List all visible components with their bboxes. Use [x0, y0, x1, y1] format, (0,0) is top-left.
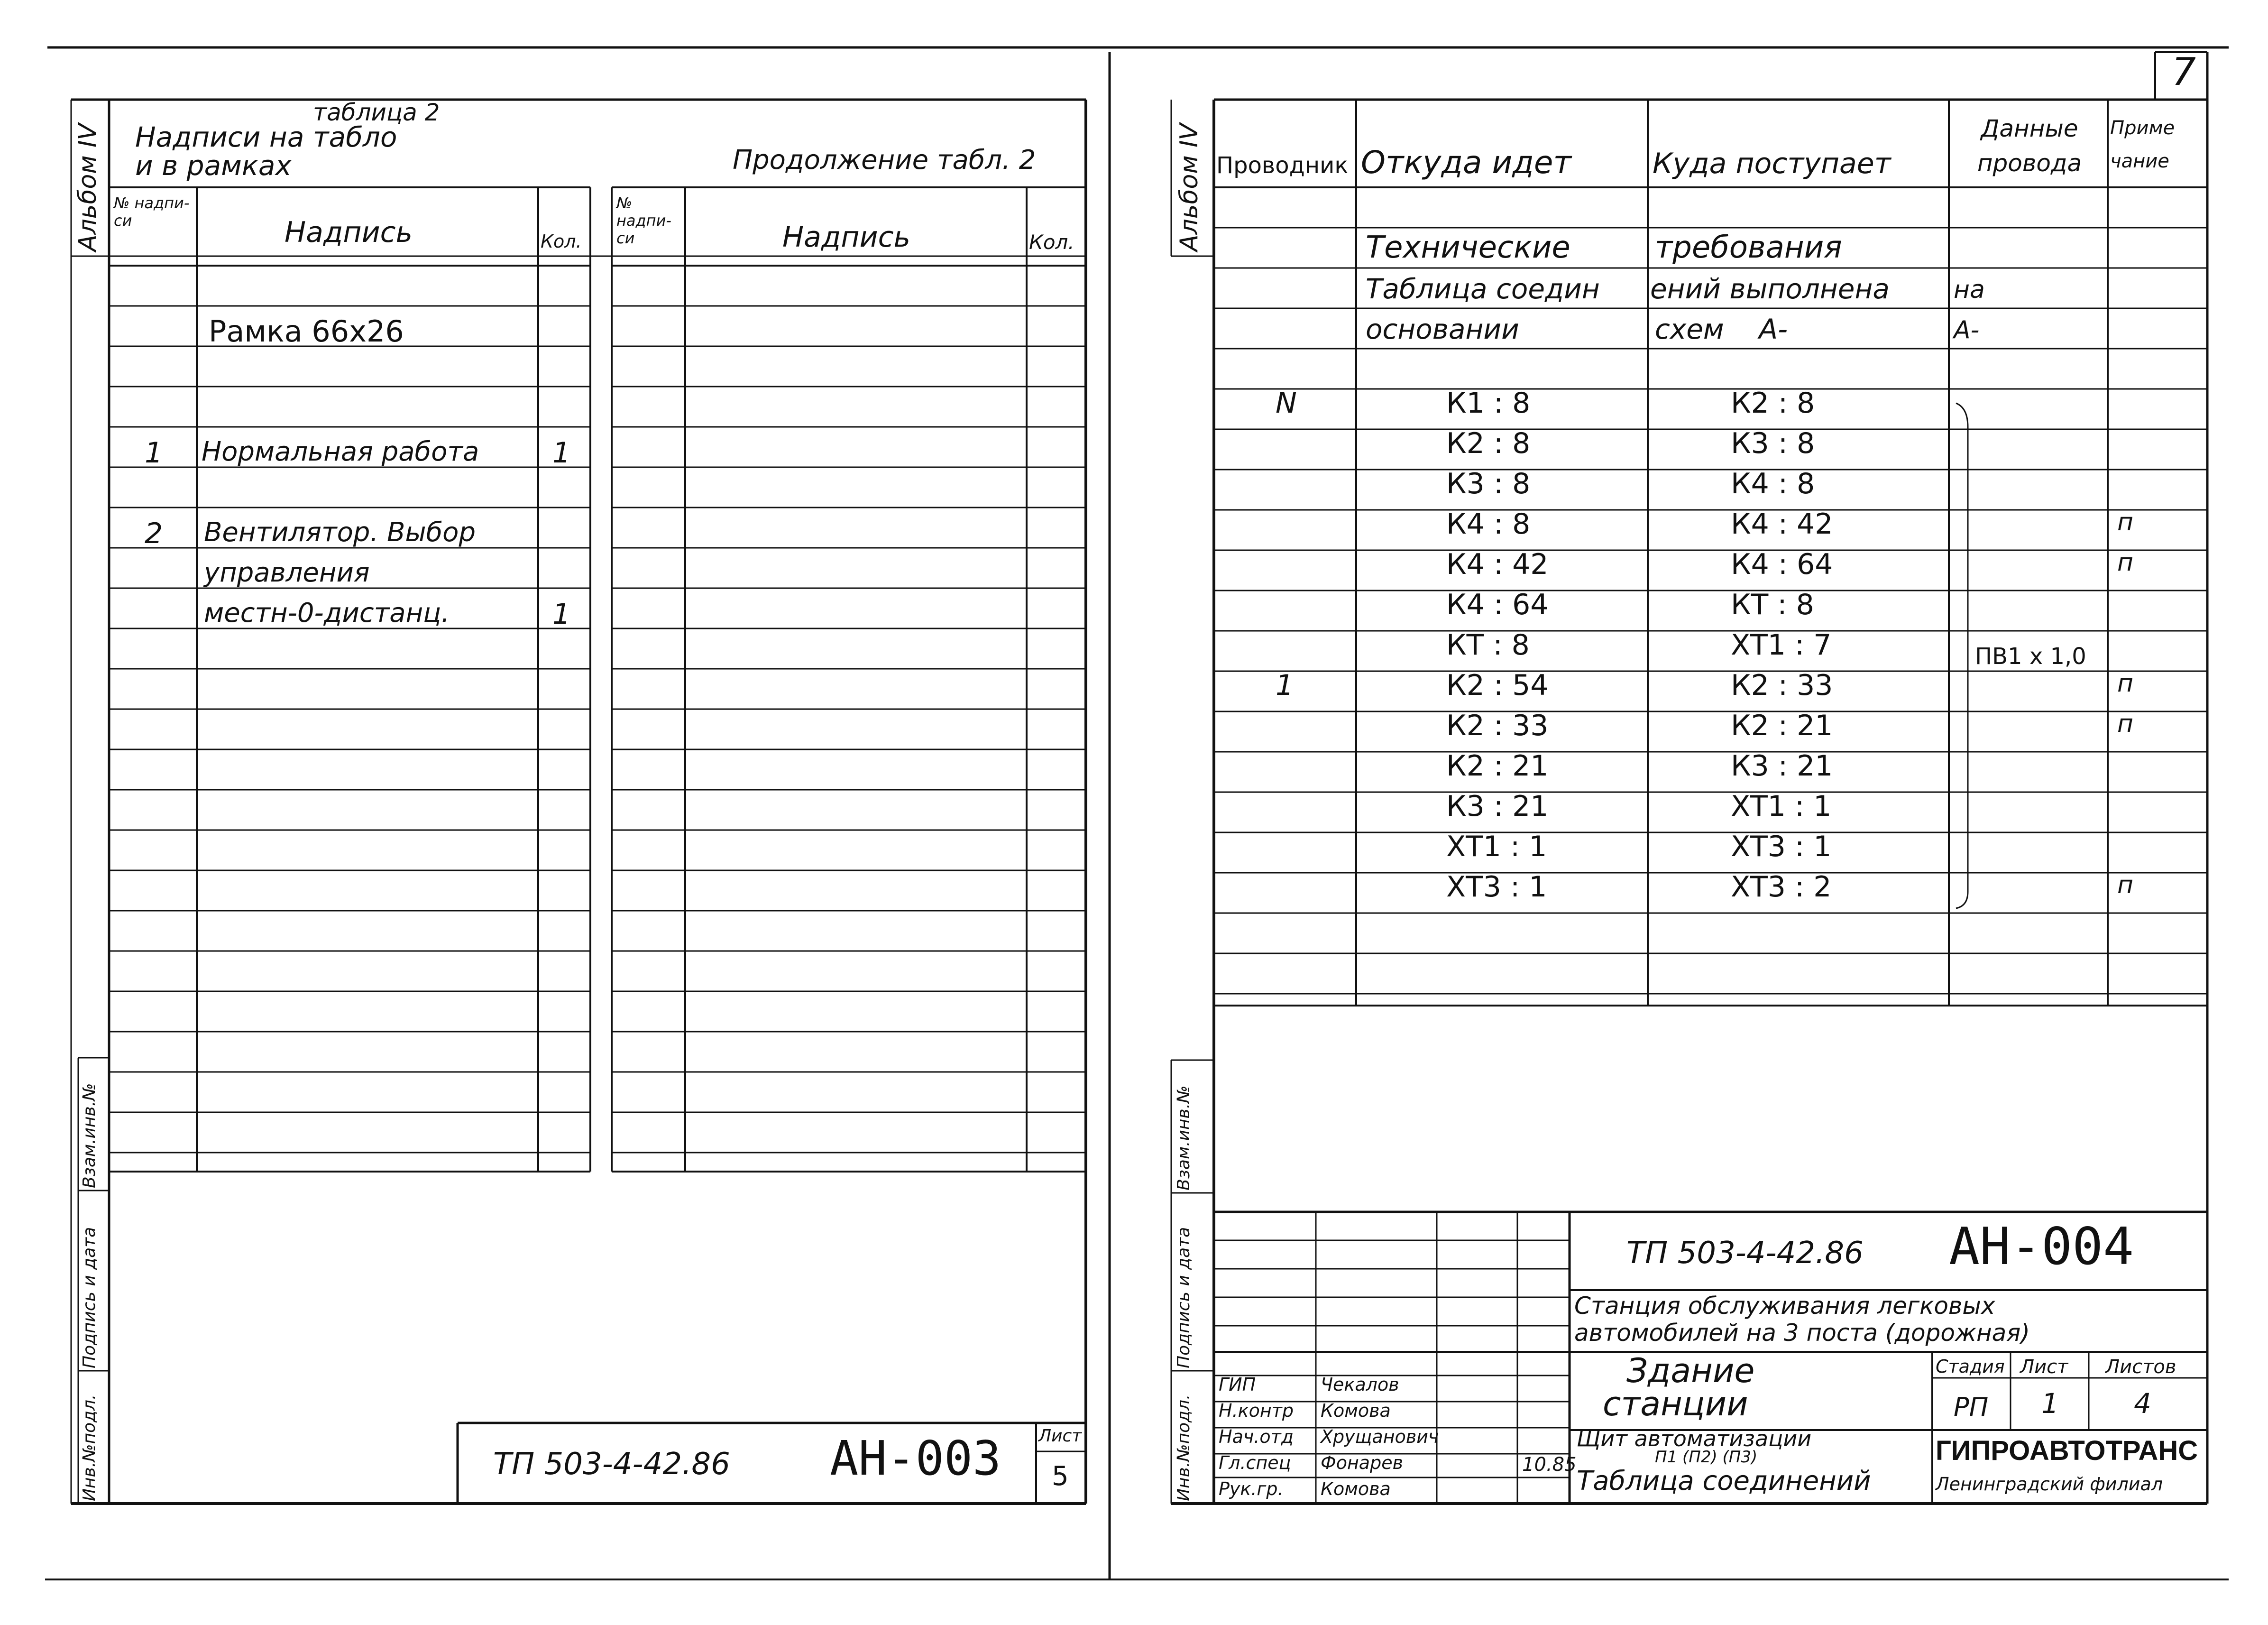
connection-12-to: ХТ3 : 2: [1731, 870, 1832, 904]
connection-1-from: К2 : 8: [1446, 427, 1531, 460]
connection-2-to: К4 : 8: [1731, 467, 1815, 500]
signatory-3-role: Гл.спец: [1219, 1452, 1291, 1473]
connection-1-to: К3 : 8: [1731, 427, 1815, 460]
header-note: Приме чание: [2110, 117, 2175, 172]
left-row-2-label: Вентилятор. Выбор: [204, 517, 476, 548]
header-from: Откуда идет: [1361, 144, 1571, 181]
connection-4-to: К4 : 64: [1731, 548, 1833, 581]
stage-label: Стадия: [1936, 1356, 2005, 1377]
connection-9-to: К3 : 21: [1731, 749, 1833, 783]
stage-value: РП: [1954, 1392, 1989, 1422]
connection-11-to: ХТ3 : 1: [1731, 830, 1832, 863]
continuation-label: Продолжение табл. 2: [733, 145, 1036, 175]
connection-7-from: К2 : 54: [1446, 669, 1549, 702]
left-stamp-doc: АН-003: [830, 1431, 1001, 1486]
right-stamp-code: ТП 503-4-42.86: [1626, 1236, 1864, 1271]
org-line-2: Ленинградский филиал: [1936, 1474, 2163, 1495]
left-row-3-label: управления: [204, 557, 370, 588]
connection-8-note: п: [2117, 710, 2133, 738]
project-line-2: автомобилей на 3 поста (дорожная): [1574, 1319, 2030, 1347]
connection-7-note: п: [2117, 669, 2133, 698]
project-line-1: Станция обслуживания легковых: [1574, 1292, 1995, 1320]
connection-12-note: п: [2117, 871, 2133, 899]
connection-3-from: К4 : 8: [1446, 508, 1531, 541]
req-2c: на: [1954, 276, 1985, 304]
connection-0-to: К2 : 8: [1731, 387, 1815, 420]
left-stamp-code: ТП 503-4-42.86: [493, 1447, 730, 1482]
album-label-right: Альбом IV: [1175, 123, 1203, 251]
header-label-1: Надпись: [285, 216, 413, 249]
connection-3-note: п: [2117, 508, 2133, 536]
connection-2-from: К3 : 8: [1446, 467, 1531, 500]
header-num-2: № надпи- си: [616, 194, 671, 247]
connection-5-from: К4 : 64: [1446, 588, 1549, 621]
connection-5-to: КТ : 8: [1731, 588, 1814, 621]
signatory-3-name: Фонарев: [1321, 1452, 1403, 1473]
side-label-sign-right: Подпись и дата: [1174, 1227, 1194, 1368]
header-label-2: Надпись: [782, 221, 910, 254]
left-row-2-num: 2: [145, 517, 163, 550]
header-qty-2: Кол.: [1029, 231, 1074, 254]
header-conductor: Проводник: [1216, 152, 1349, 179]
header-qty-1: Кол.: [541, 231, 582, 252]
signatory-0-role: ГИП: [1219, 1374, 1256, 1395]
connection-4-note: п: [2117, 548, 2133, 577]
connection-11-from: ХТ1 : 1: [1446, 830, 1547, 863]
connection-3-to: К4 : 42: [1731, 508, 1833, 541]
left-sheet-number: 5: [1052, 1461, 1069, 1492]
connection-0-from: К1 : 8: [1446, 387, 1531, 420]
connection-8-to: К2 : 21: [1731, 709, 1833, 742]
sheets-value: 4: [2134, 1387, 2151, 1420]
side-label-inv-left: Инв.№подл.: [80, 1394, 99, 1501]
title-line-3: Таблица соединений: [1577, 1466, 1871, 1496]
title-line-1: Щит автоматизации: [1577, 1426, 1812, 1451]
connection-6-from: КТ : 8: [1446, 628, 1530, 662]
left-sheet-label: Лист: [1038, 1426, 1082, 1446]
building-line-2: станции: [1603, 1385, 1748, 1423]
signatory-4-name: Комова: [1321, 1478, 1391, 1499]
side-label-inv-right: Инв.№подл.: [1174, 1394, 1194, 1501]
left-row-4-label: местн-0-дистанц.: [204, 598, 450, 628]
req-3c: А-: [1954, 316, 1980, 344]
right-stamp-doc: АН-004: [1949, 1217, 2134, 1276]
connection-12-from: ХТ3 : 1: [1446, 870, 1547, 904]
stamp-date: 10.85: [1522, 1454, 1577, 1476]
header-num-1: № надпи- си: [114, 194, 190, 230]
signatory-1-name: Комова: [1321, 1400, 1391, 1421]
signatory-2-role: Нач.отд: [1219, 1426, 1294, 1447]
signatory-2-name: Хрущанович: [1321, 1426, 1439, 1447]
side-label-replace-right: Взам.инв.№: [1174, 1085, 1194, 1191]
wire-spec: ПВ1 х 1,0: [1975, 643, 2086, 670]
connection-6-to: ХТ1 : 7: [1731, 628, 1832, 662]
left-table-subtitle-2: и в рамках: [135, 149, 292, 182]
left-row-0-label: Рамка 66х26: [209, 314, 404, 349]
building-line-1: Здание: [1626, 1351, 1755, 1390]
req-1b: требования: [1655, 230, 1842, 265]
title-line-2: П1 (П2) (П3): [1655, 1448, 1758, 1467]
signatory-1-role: Н.контр: [1219, 1400, 1294, 1421]
sheet-value: 1: [2041, 1387, 2059, 1420]
org-line-1: ГИПРОАВТОТРАНС: [1936, 1435, 2198, 1466]
side-label-sign-left: Подпись и дата: [80, 1227, 99, 1368]
left-row-1-label: Нормальная работа: [202, 436, 479, 467]
connection-0-conductor: N: [1276, 387, 1297, 420]
connection-10-to: ХТ1 : 1: [1731, 790, 1832, 823]
req-3b: схем А-: [1655, 313, 1788, 345]
left-row-1-num: 1: [145, 436, 163, 470]
left-row-1-qty: 1: [552, 436, 571, 470]
connection-4-from: К4 : 42: [1446, 548, 1549, 581]
sheets-label: Листов: [2105, 1356, 2176, 1378]
req-1a: Технические: [1366, 230, 1570, 265]
req-2b: ений выполнена: [1650, 273, 1890, 305]
header-wire: Данные провода: [1977, 115, 2082, 177]
req-3a: основании: [1366, 313, 1519, 345]
connection-9-from: К2 : 21: [1446, 749, 1549, 783]
connection-10-from: К3 : 21: [1446, 790, 1549, 823]
signatory-0-name: Чекалов: [1321, 1374, 1399, 1395]
signatory-4-role: Рук.гр.: [1219, 1478, 1284, 1499]
page-number: 7: [2172, 50, 2196, 94]
connection-7-conductor: 1: [1276, 669, 1294, 702]
header-to: Куда поступает: [1653, 147, 1891, 180]
req-2a: Таблица соедин: [1366, 273, 1600, 305]
left-table-title: таблица 2: [313, 99, 440, 126]
connection-8-from: К2 : 33: [1446, 709, 1549, 742]
connection-7-to: К2 : 33: [1731, 669, 1833, 702]
sheet-label: Лист: [2020, 1356, 2068, 1378]
side-label-replace-left: Взам.инв.№: [80, 1083, 99, 1188]
left-row-4-qty: 1: [552, 598, 571, 631]
album-label-left: Альбом IV: [73, 123, 102, 251]
left-table-subtitle-1: Надписи на табло: [135, 121, 397, 153]
